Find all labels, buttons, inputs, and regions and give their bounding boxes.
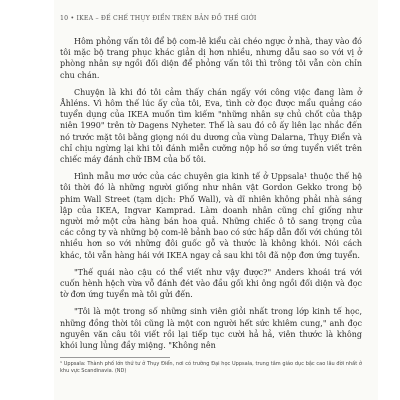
paragraph: "Thế quái nào cậu có thể viết như vậy được?" Anders khoái trá với cuốn hènh hệch vừa vỗ đánh đét vào đầu gối khi ông ngồi đối diện và đọc tờ đơn ứng tuyển mà tôi gửi đến. — [60, 267, 362, 300]
paragraph: "Tôi là một trong số những sinh viên giỏi nhất trong lớp kinh tế học, những đồng thời tôi cũng là một con người hết sức khiêm cung," anh đọc nguyên văn câu tôi viết rồi lại tiếp tục cười hả hả, viên thước là không khói lung lủng đầy miệng. "Không nên — [60, 307, 362, 351]
footnote: ¹ Uppsala: Thành phố lớn thứ tư ở Thụy Điển, nơi có trường Đại học Uppsala, trung tâm giáo dục bậc cao lâu đời nhất ở khu vực Scandinavia. (ND) — [60, 361, 362, 374]
paragraph: Chuyện là khi đó tôi cảm thấy chán ngấy với công việc đang làm ở Åhléns. Vì hôm thế lúc ấy của tôi, Eva, tình cờ đọc được mẩu quảng cáo tuyển dụng của IKEA muốn tìm kiếm "những nhân sự chủ chốt của thập niên 1990" trên tờ Dagens Nyheter. Thế là sau đó cô ấy liên lạc nhắc đến nó trước mặt tôi bằng giọng nói du dương của vùng Dalarna, Thụy Điển và chỉ chịu ngừng lại khi tôi đánh miễn cưỡng nộp hồ sơ ứng tuyển viết trên chiếc máy đánh chữ IBM của bố tôi. — [60, 87, 363, 165]
paragraph: Hình mẫu mơ ước của các chuyên gia kinh tế ở Uppsala¹ thuộc thế hệ tôi thời đó là những người giống như nhân vật Gordon Gekko trong bộ phim Wall Street (tạm dịch: Phố Wall), và dĩ nhiên không phải nhà sáng lập của IKEA, Ingvar Kamprad. Làm doanh nhân cũng chỉ giống như người mở một cửa hàng bán hoa quả. Những chiếc ô tô sang trọng của các công ty và những bộ com-lê bảnh bao có sức hấp dẫn đối với chúng tôi nhiều hơn so với những đôi guốc gỗ và thước là không khói. Nói cách khác, tôi vẫn hàng hái với IKEA ngay cả sau khi tôi đã nộp đơn ứng tuyển. — [60, 172, 362, 260]
body-text — [60, 36, 362, 351]
paragraph: Hôm phỏng vấn tôi để bộ com-lê kiểu cài chéo ngực ở nhà, thay vào đó tôi mặc bộ trang phục khác giản dị hơn nhiều, nhưng dẫu sao so với vị ở phòng nhân sự ngồi đối diện để phỏng vấn tôi thì trông tôi vẫn còn chỉn chu chán. — [60, 37, 362, 80]
footnote-rule — [60, 357, 170, 358]
running-head: 10 • IKEA – ĐẾ CHẾ THỤY ĐIỂN TRÊN BẢN ĐỒ THẾ GIỚI — [60, 15, 257, 22]
